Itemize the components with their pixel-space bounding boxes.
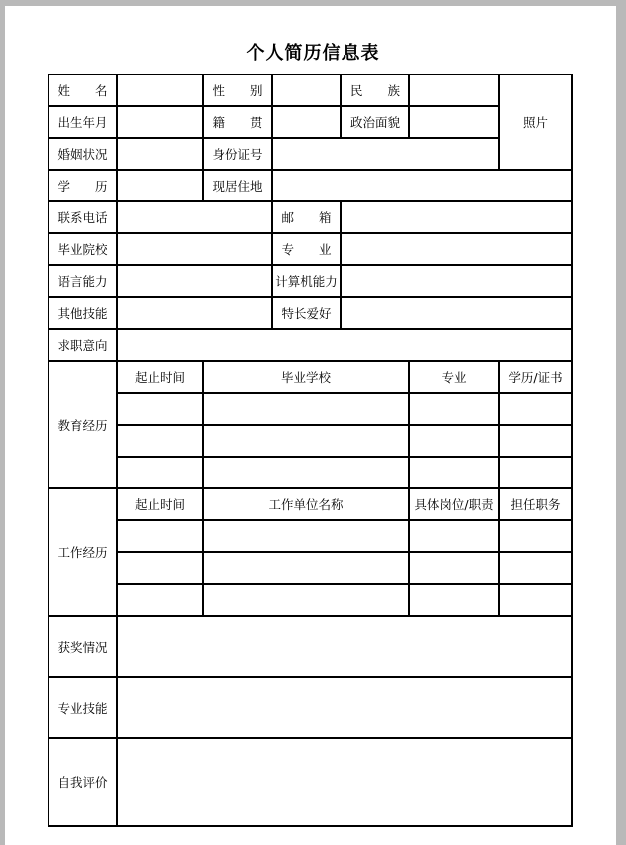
edu-row3-school[interactable] (203, 457, 409, 488)
job-intention-label: 求职意向 (48, 329, 117, 361)
work-row3-period[interactable] (117, 584, 203, 616)
marital-status-label: 婚姻状况 (48, 138, 117, 170)
current-address-label: 现居住地 (203, 170, 272, 201)
gender-label: 性 别 (203, 74, 272, 106)
work-row3-responsibility[interactable] (409, 584, 499, 616)
political-status-field[interactable] (409, 106, 499, 138)
ethnicity-field[interactable] (409, 74, 499, 106)
edu-col-major: 专业 (409, 361, 499, 393)
professional-skills-label: 专业技能 (48, 677, 117, 738)
hobbies-field[interactable] (341, 297, 572, 329)
edu-row2-degree[interactable] (499, 425, 572, 457)
language-label: 语言能力 (48, 265, 117, 297)
current-address-field[interactable] (272, 170, 572, 201)
work-row1-employer[interactable] (203, 520, 409, 552)
edu-row2-school[interactable] (203, 425, 409, 457)
other-skills-field[interactable] (117, 297, 272, 329)
education-field[interactable] (117, 170, 203, 201)
name-label: 姓 名 (48, 74, 117, 106)
native-place-label: 籍 贯 (203, 106, 272, 138)
id-number-label: 身份证号 (203, 138, 272, 170)
work-history-label: 工作经历 (48, 488, 117, 616)
education-label: 学 历 (48, 170, 117, 201)
birth-field[interactable] (117, 106, 203, 138)
work-row1-period[interactable] (117, 520, 203, 552)
edu-col-school: 毕业学校 (203, 361, 409, 393)
work-row2-position[interactable] (499, 552, 572, 584)
birth-label: 出生年月 (48, 106, 117, 138)
political-status-label: 政治面貌 (341, 106, 409, 138)
name-field[interactable] (117, 74, 203, 106)
work-col-period: 起止时间 (117, 488, 203, 520)
edu-row3-major[interactable] (409, 457, 499, 488)
email-label: 邮 箱 (272, 201, 341, 233)
self-evaluation-label: 自我评价 (48, 738, 117, 826)
native-place-field[interactable] (272, 106, 341, 138)
page-title: 个人简历信息表 (246, 43, 380, 64)
work-row2-period[interactable] (117, 552, 203, 584)
job-intention-field[interactable] (117, 329, 572, 361)
edu-row3-degree[interactable] (499, 457, 572, 488)
other-skills-label: 其他技能 (48, 297, 117, 329)
photo-box[interactable]: 照片 (499, 74, 572, 170)
email-field[interactable] (341, 201, 572, 233)
edu-row1-school[interactable] (203, 393, 409, 425)
work-row3-position[interactable] (499, 584, 572, 616)
hobbies-label: 特长爱好 (272, 297, 341, 329)
work-row1-responsibility[interactable] (409, 520, 499, 552)
ethnicity-label: 民 族 (341, 74, 409, 106)
awards-label: 获奖情况 (48, 616, 117, 677)
edu-row1-major[interactable] (409, 393, 499, 425)
major-field[interactable] (341, 233, 572, 265)
education-history-label: 教育经历 (48, 361, 117, 488)
edu-row1-degree[interactable] (499, 393, 572, 425)
edu-col-period: 起止时间 (117, 361, 203, 393)
work-row2-employer[interactable] (203, 552, 409, 584)
self-evaluation-field[interactable] (117, 738, 572, 826)
school-label: 毕业院校 (48, 233, 117, 265)
work-row1-position[interactable] (499, 520, 572, 552)
phone-field[interactable] (117, 201, 272, 233)
computer-skill-label: 计算机能力 (272, 265, 341, 297)
work-row2-responsibility[interactable] (409, 552, 499, 584)
phone-label: 联系电话 (48, 201, 117, 233)
id-number-field[interactable] (272, 138, 499, 170)
work-row3-employer[interactable] (203, 584, 409, 616)
work-col-employer: 工作单位名称 (203, 488, 409, 520)
work-col-position: 担任职务 (499, 488, 572, 520)
edu-row2-period[interactable] (117, 425, 203, 457)
edu-row1-period[interactable] (117, 393, 203, 425)
computer-skill-field[interactable] (341, 265, 572, 297)
edu-row3-period[interactable] (117, 457, 203, 488)
marital-status-field[interactable] (117, 138, 203, 170)
gender-field[interactable] (272, 74, 341, 106)
professional-skills-field[interactable] (117, 677, 572, 738)
edu-row2-major[interactable] (409, 425, 499, 457)
edu-col-degree: 学历/证书 (499, 361, 572, 393)
work-col-responsibility: 具体岗位/职责 (409, 488, 499, 520)
awards-field[interactable] (117, 616, 572, 677)
language-field[interactable] (117, 265, 272, 297)
school-field[interactable] (117, 233, 272, 265)
major-label: 专 业 (272, 233, 341, 265)
